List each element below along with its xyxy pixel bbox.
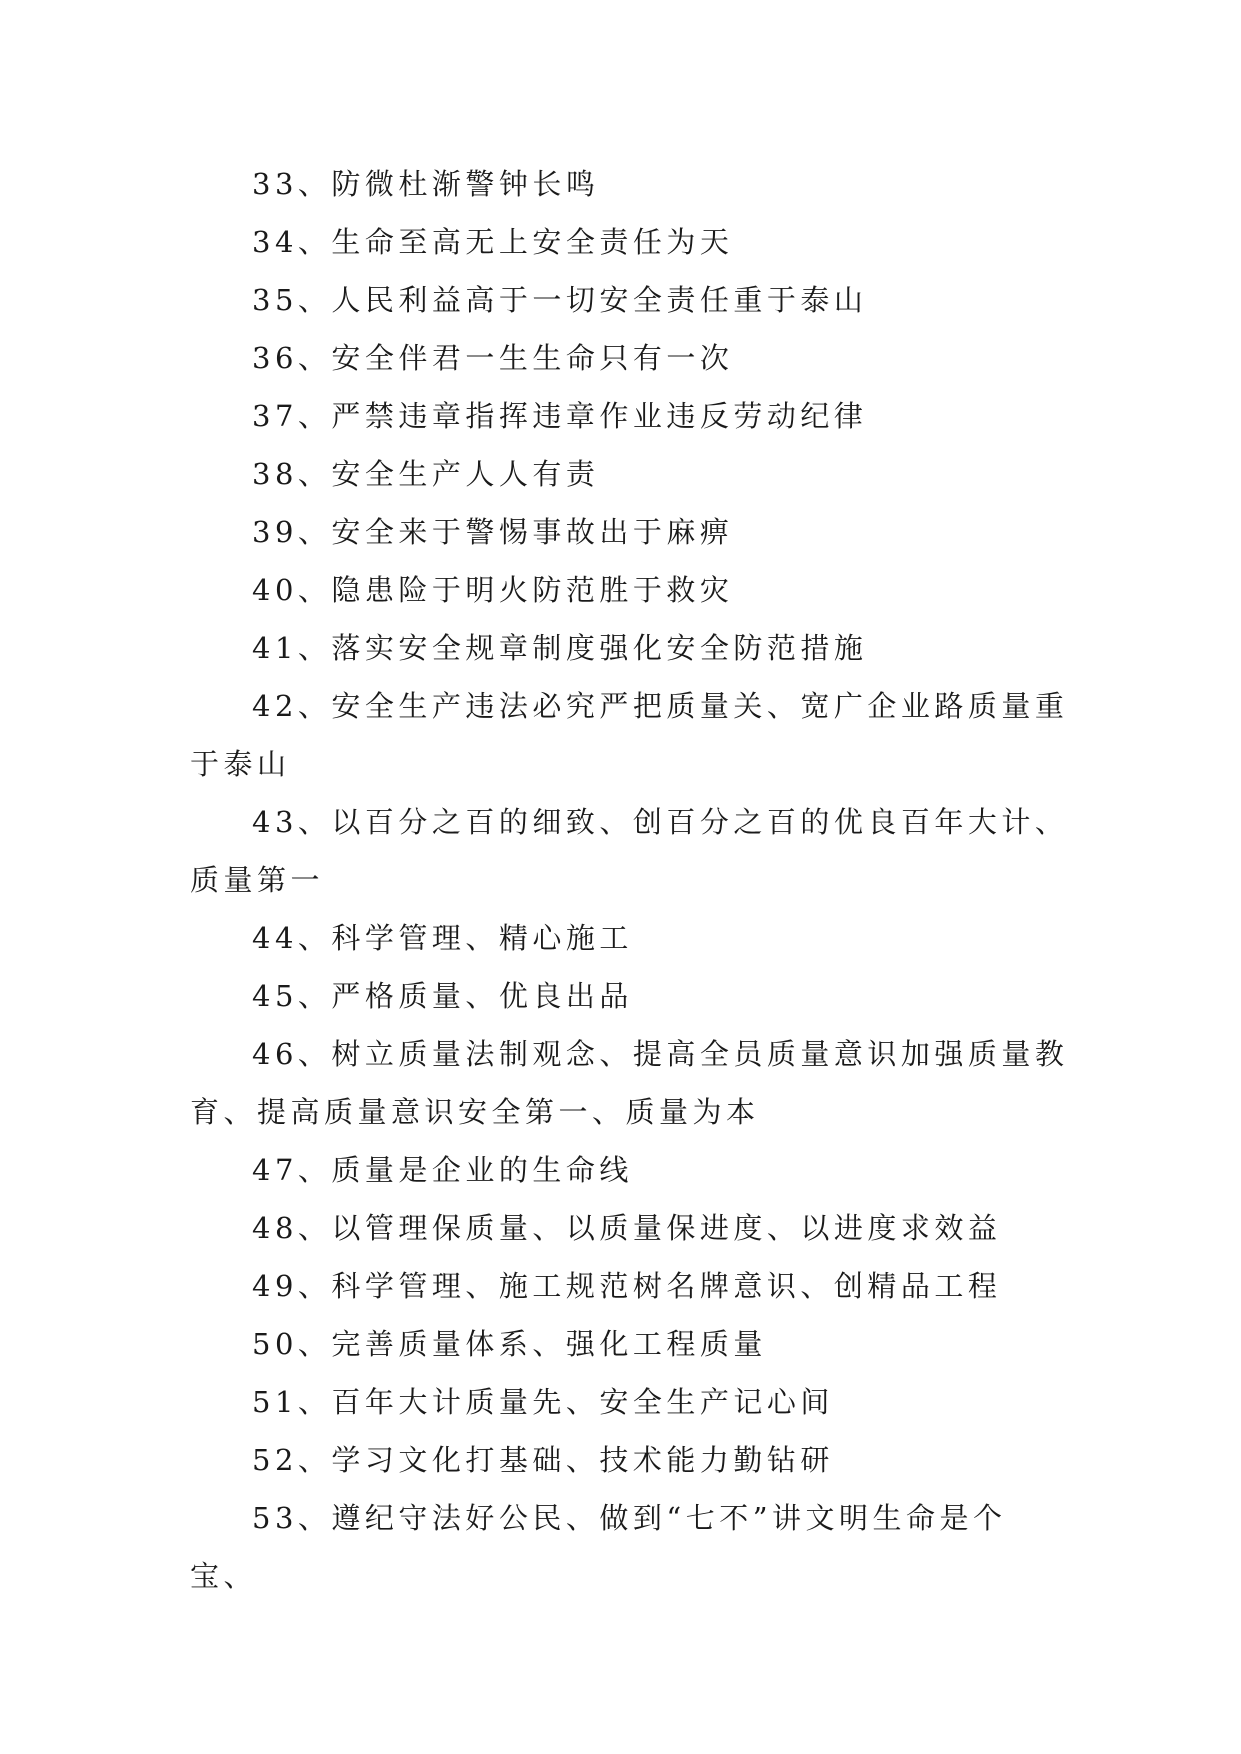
- list-item: 36、安全伴君一生生命只有一次: [252, 341, 734, 375]
- list-item: 43、以百分之百的细致、创百分之百的优良百年大计、质量第一: [190, 805, 1069, 897]
- list-item: 53、遵纪守法好公民、做到“七不”讲文明生命是个宝、: [190, 1501, 1007, 1593]
- list-item: 47、质量是企业的生命线: [252, 1153, 633, 1187]
- list-item: 51、百年大计质量先、安全生产记心间: [252, 1385, 834, 1419]
- list-item: 46、树立质量法制观念、提高全员质量意识加强质量教育、提高质量意识安全第一、质量为本: [190, 1037, 1069, 1129]
- list-item: 52、学习文化打基础、技术能力勤钻研: [252, 1443, 834, 1477]
- list-item: 35、人民利益高于一切安全责任重于泰山: [252, 283, 868, 317]
- list-item: 50、完善质量体系、强化工程质量: [252, 1327, 767, 1361]
- list-item: 42、安全生产违法必究严把质量关、宽广企业路质量重于泰山: [190, 689, 1069, 781]
- list-item: 45、严格质量、优良出品: [252, 979, 633, 1013]
- list-item: 41、落实安全规章制度强化安全防范措施: [252, 631, 868, 665]
- slogan-list: [190, 155, 1070, 1605]
- list-item: 39、安全来于警惕事故出于麻痹: [252, 515, 734, 549]
- list-item: 38、安全生产人人有责: [252, 457, 600, 491]
- list-item: 48、以管理保质量、以质量保进度、以进度求效益: [252, 1211, 1002, 1245]
- list-item: 40、隐患险于明火防范胜于救灾: [252, 573, 734, 607]
- list-item: 33、防微杜渐警钟长鸣: [252, 167, 600, 201]
- list-item: 37、严禁违章指挥违章作业违反劳动纪律: [252, 399, 868, 433]
- list-item: 49、科学管理、施工规范树名牌意识、创精品工程: [252, 1269, 1002, 1303]
- list-item: 34、生命至高无上安全责任为天: [252, 225, 734, 259]
- list-item: 44、科学管理、精心施工: [252, 921, 633, 955]
